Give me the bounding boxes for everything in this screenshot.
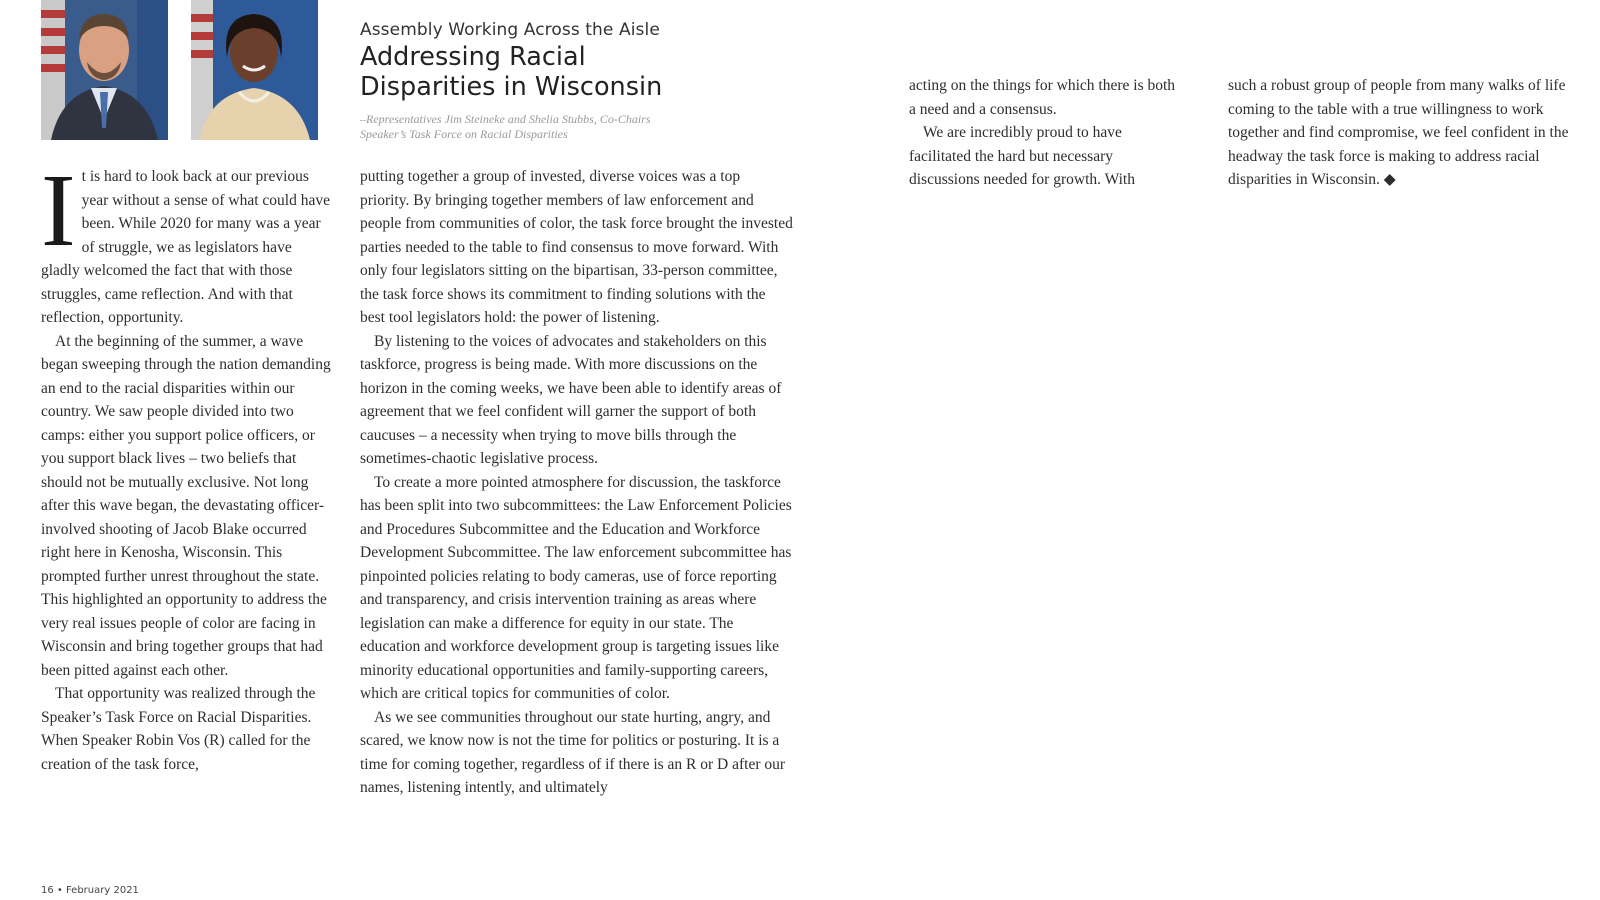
paragraph: As we see communities throughout our state hurting, angry, and scared, we know now is not the time for politics or posturing. It is a time for coming together, regardless of if there is an R or D after our names, listening intently, and ultimately — [360, 708, 786, 796]
paragraph: such a robust group of people from many walks of life coming to the table with a true willingness to work together and find compromise, we feel confident in the headway the task force is making to address racial disparities in Wisconsin. ◆ — [1228, 77, 1569, 188]
paragraph-text: t is hard to look back at our previous year without a sense of what could have been. While 2020 for many was a year of struggle, we as legislators have gladly welcomed the fact that with those struggles, came reflection. And with that reflection, opportunity. — [41, 168, 330, 326]
page-footer: 16 • February 2021 — [41, 885, 139, 896]
article-title-line-2: Disparities in Wisconsin — [360, 72, 663, 102]
photo-representative-stubbs — [191, 0, 318, 140]
paragraph: putting together a group of invested, diverse voices was a top priority. By bringing together members of law enforcement and people from communities of color, the task force brought the invested parties needed to the table to find consensus to move forward. With only four legislators sitting on the bipartisan, 33-person committee, the task force shows its commitment to finding solutions with the best tool legislators hold: the power of listening. — [360, 168, 793, 326]
article-column-3 — [909, 74, 1181, 192]
paragraph: To create a more pointed atmosphere for discussion, the taskforce has been split into two subcommittees: the Law Enforcement Policies and Procedures Subcommittee and the Education and Workforce Development Subcommittee. The law enforcement subcommittee has pinpointed policies relating to body cameras, use of force reporting and transparency, and crisis intervention training as areas where legislation can make a difference for equity in our state. The education and workforce development group is targeting issues like minority educational opportunities and family-supporting careers, which are critical topics for communities of color. — [360, 473, 792, 702]
portrait-woman-image — [191, 0, 318, 140]
article-column-1 — [41, 153, 331, 776]
paragraph: At the beginning of the summer, a wave began sweeping through the nation demanding an end to the racial disparities within our country. We saw people divided into two camps: either you support police officers, or you support black lives – two beliefs that should not be mutually exclusive. Not long after this wave began, the devastating officer-involved shooting of Jacob Blake occurred right here in Kenosha, Wisconsin. This prompted further unrest throughout the state. This highlighted an opportunity to address the very real issues people of color are facing in Wisconsin and bring together groups that had been pitted against each other. — [41, 332, 331, 679]
portrait-man-image — [41, 0, 168, 140]
paragraph: acting on the things for which there is both a need and a consensus. — [909, 77, 1176, 118]
article-byline — [360, 112, 690, 142]
article-title — [360, 42, 690, 102]
article-title-line-1: Addressing Racial — [360, 42, 586, 72]
article-header — [360, 20, 690, 142]
article-kicker: Assembly Working Across the Aisle — [360, 20, 660, 40]
byline-authors: –Representatives Jim Steineke and Shelia Stubbs, Co-Chairs — [360, 112, 651, 126]
photo-representative-steineke — [41, 0, 168, 140]
article-column-2 — [360, 165, 793, 800]
paragraph: We are incredibly proud to have facilitated the hard but necessary discussions needed for growth. With — [909, 124, 1135, 188]
drop-cap: I — [41, 153, 76, 268]
article-column-4 — [1228, 74, 1596, 192]
paragraph — [41, 153, 331, 330]
paragraph: By listening to the voices of advocates and stakeholders on this taskforce, progress is being made. With more discussions on the horizon in the coming weeks, we have been able to identify areas of agreement that we feel confident will garner the support of both caucuses – a necessity when trying to move bills through the sometimes-chaotic legislative process. — [360, 332, 782, 467]
byline-affiliation: Speaker’s Task Force on Racial Disparities — [360, 127, 568, 141]
paragraph: That opportunity was realized through the Speaker’s Task Force on Racial Disparities. When Speaker Robin Vos (R) called for the creation of the task force, — [41, 685, 316, 773]
